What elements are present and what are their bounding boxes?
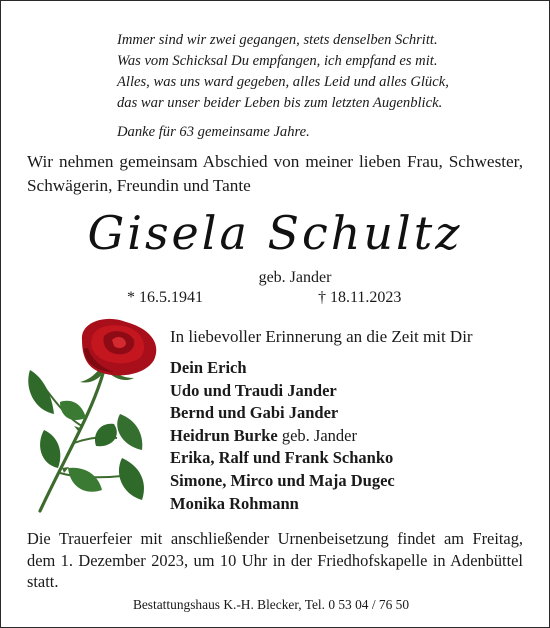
deceased-name: Gisela Schultz xyxy=(87,206,463,260)
rose-leaf xyxy=(68,468,102,492)
birth-date: * 16.5.1941 xyxy=(127,289,203,306)
rose-leaf xyxy=(40,430,60,468)
rose-leaf xyxy=(60,401,86,420)
rose-leaf xyxy=(119,458,144,500)
mourner: Monika Rohmann xyxy=(170,493,299,513)
poem-line: Was vom Schicksal Du empfangen, ich empfand es mit. xyxy=(117,53,438,69)
farewell-intro: Wir nehmen gemeinsam Abschied von meiner lieben Frau, Schwester, Schwägerin, Freundin und Tante xyxy=(27,152,523,195)
mourner: Simone, Mirco und Maja Dugec xyxy=(170,470,395,490)
rose-leaf xyxy=(117,414,142,450)
rose-thorn xyxy=(62,467,69,473)
poem-line: Immer sind wir zwei gegangen, stets denselben Schritt. xyxy=(117,32,438,48)
poem xyxy=(117,30,537,143)
mourner-maiden: geb. Jander xyxy=(277,425,357,445)
mourner: Dein Erich xyxy=(170,358,247,377)
mourner: Udo und Traudi Jander xyxy=(170,380,337,400)
death-date: † 18.11.2023 xyxy=(318,289,402,306)
mourner: Heidrun Burke geb. Jander xyxy=(170,425,357,445)
funeral-service-info: Die Trauerfeier mit anschließender Urnenbeisetzung findet am Freitag, dem 1. Dezember 2023, um 10 Uhr in der Friedhofskapelle in Adenbüttel statt. xyxy=(27,529,523,591)
memory-line: In liebevoller Erinnerung an die Zeit mit Dir xyxy=(170,327,473,346)
poem-line: Alles, was uns ward gegeben, alles Leid und alles Glück, xyxy=(117,74,449,90)
mourner: Bernd und Gabi Jander xyxy=(170,403,339,423)
undertaker-contact: Bestattungshaus K.-H. Blecker, Tel. 0 53 04 / 76 50 xyxy=(132,597,410,612)
rose-leaf xyxy=(95,424,117,446)
mourners-list xyxy=(170,357,395,515)
rose-image xyxy=(22,318,170,518)
mourner: Erika, Ralf und Frank Schanko xyxy=(170,448,394,468)
poem-thanks: Danke für 63 gemeinsame Jahre. xyxy=(117,124,310,140)
maiden-name: geb. Jander xyxy=(258,269,332,286)
rose-leaf xyxy=(28,370,54,414)
poem-line: das war unser beider Leben bis zum letzten Augenblick. xyxy=(117,95,443,111)
rose-thorn xyxy=(74,426,80,432)
